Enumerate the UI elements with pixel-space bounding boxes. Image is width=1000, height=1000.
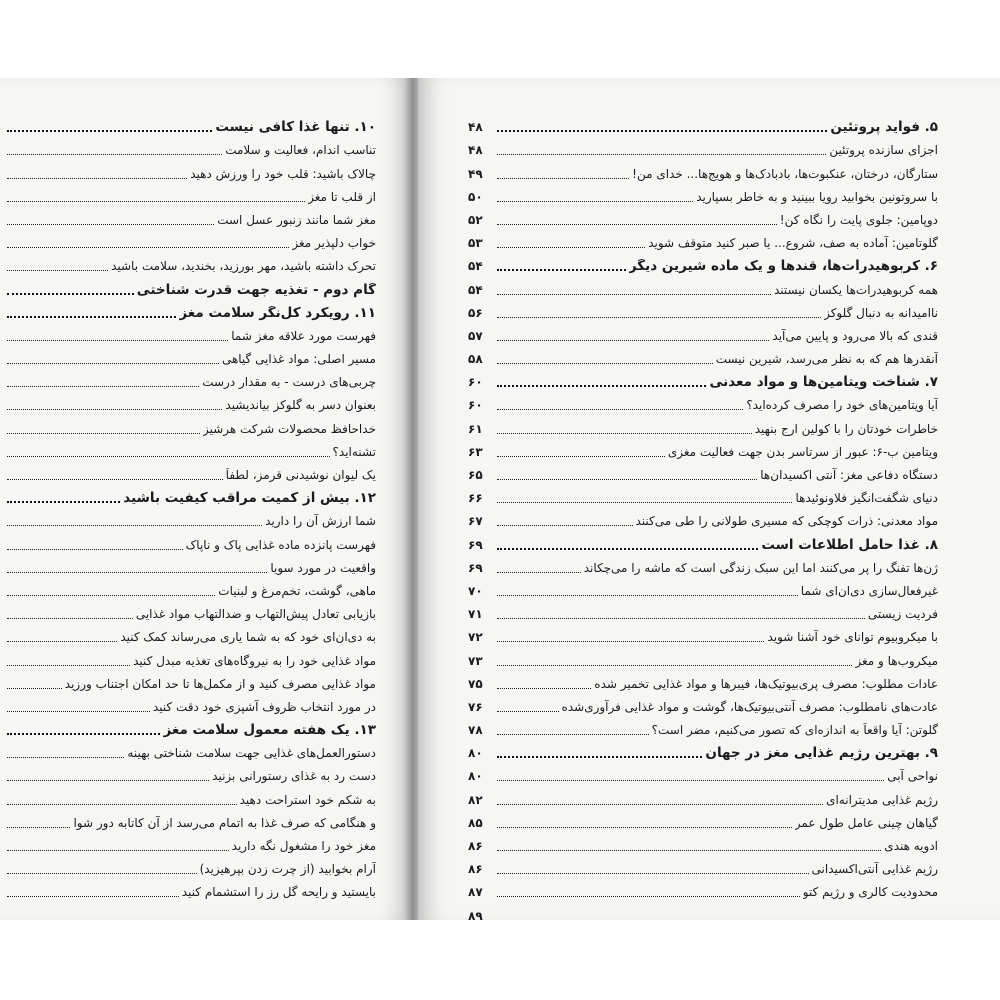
dot-leader [497,409,743,410]
page-number: ۸۷ [468,885,483,900]
dot-leader [7,130,212,132]
dot-leader [497,525,633,526]
dot-leader [7,641,117,642]
page-number: ۷۸ [468,723,483,738]
dot-leader [497,618,865,619]
toc-entry-row [468,831,938,854]
toc-entry-row [468,808,938,831]
entry-title: تناسب اندام، فعالیت و سلامت [225,143,376,158]
entry-title: مسیر اصلی: مواد غذایی گیاهی [221,352,376,367]
toc-entry-row [468,321,938,344]
entry-title: گیاهان چینی عامل طول عمر [794,815,938,830]
toc-entry-row [468,205,938,228]
dot-leader [7,456,330,457]
page-number: ۵۴ [468,282,483,297]
dot-leader [7,688,62,689]
entry-title: آرام بخوابید (از چرت زدن بپرهیزید) [199,862,376,877]
dot-leader [497,896,800,897]
entry-title: به دی‌ان‌ای خود که به شما یاری می‌رساند کمک کنید [120,630,376,645]
toc-chapter-row [4,715,376,738]
toc-entry-row [468,344,938,367]
toc-entry-row [468,135,938,158]
entry-title: خداحافظ محصولات شرکت هرشیز [202,421,376,436]
dot-leader [7,247,289,248]
dot-leader [497,247,645,248]
page-number: ۶۰ [468,398,483,413]
dot-leader [7,733,160,735]
dot-leader [7,665,130,666]
toc-entry-row [4,437,376,460]
toc-chapter-row [4,298,376,321]
chapter-title: گام دوم - تغذیه جهت قدرت شناختی [136,282,376,298]
toc-entry-row [4,669,376,692]
chapter-title: ۵. فواید پروتئین [830,120,938,136]
dot-leader [497,340,769,341]
toc-entry-row [468,460,938,483]
dot-leader [7,804,237,805]
entry-title: ژن‌ها تفنگ را پر می‌کنند اما این سبک زندگی است که ماشه را می‌چکاند [583,560,938,575]
chapter-title: ۹. بهترین رژیم غذایی مغز در جهان [705,746,938,762]
toc-entry-row [4,877,376,900]
toc-entry-row [4,413,376,436]
page-number: ۶۹ [468,537,483,552]
toc-entry-row [468,599,938,622]
toc-entry-row [468,669,938,692]
toc-entry-row [4,135,376,158]
right-toc-list [468,112,938,920]
page-number: ۶۳ [468,444,483,459]
dot-leader [497,804,823,805]
entry-title: مواد غذایی مصرف کنید و از مکمل‌ها تا حد امکان اجتناب ورزید [64,676,376,691]
page-number: ۶۶ [468,491,483,506]
toc-entry-row [4,808,376,831]
toc-entry-row [4,645,376,668]
entry-title: غیرفعال‌سازی دی‌ان‌ای شما [800,583,938,598]
dot-leader [7,201,305,202]
toc-entry-row [468,761,938,784]
toc-entry-row [4,321,376,344]
toc-entry-row [468,576,938,599]
dot-leader [497,873,809,874]
dot-leader [7,595,215,596]
dot-leader [497,479,757,480]
entry-title: از قلب تا مغز [308,189,376,204]
dot-leader [7,827,70,828]
page-number: ۶۱ [468,421,483,436]
right-page [418,78,1000,920]
entry-title: دوپامین: جلوی پایت را نگاه کن! [779,212,938,227]
entry-title: با سروتونین بخوابید رویا ببینید و به خاطر بسپارید [696,189,938,204]
toc-entry-row [468,715,938,738]
entry-title: مغز شما مانند زنبور عسل است [217,212,376,227]
toc-chapter-row [4,274,376,297]
entry-title: گلوتن: آیا واقعاً به اندازه‌ای که تصور می‌کنیم، مضر است؟ [651,723,938,738]
toc-entry-row [4,205,376,228]
left-page [0,78,410,920]
toc-entry-row [468,298,938,321]
toc-entry-row [468,228,938,251]
entry-title: چالاک باشید: قلب خود را ورزش دهید [190,166,376,181]
page-number: ۷۱ [468,607,483,622]
page-number: ۸۰ [468,746,483,761]
entry-title: گلوتامین: آماده به صف، شروع... یا صبر کنید متوقف شوید [648,236,938,251]
chapter-title: ۶. کربوهیدرات‌ها، قندها و یک ماده شیرین دیگر [628,259,938,275]
dot-leader [497,363,713,364]
toc-entry-row [468,645,938,668]
page-number: ۵۲ [468,212,483,227]
entry-title: مواد غذایی خود را به نیروگاه‌های تغذیه مبدل کنید [133,653,376,668]
toc-entry-row [4,831,376,854]
page-number: ۶۷ [468,514,483,529]
dot-leader [7,386,199,387]
page-number: ۸۹ [468,908,483,920]
entry-title: فهرست پانزده ماده غذایی پاک و ناپاک [185,537,376,552]
toc-entry-row [468,900,938,920]
dot-leader [7,757,124,758]
toc-entry-row [4,599,376,622]
toc-chapter-row [468,367,938,390]
entry-title: به شکم خود استراحت دهید [239,792,376,807]
toc-entry-row [4,553,376,576]
page-number: ۷۶ [468,699,483,714]
entry-title: تحرک داشته باشید، مهر بورزید، بخندید، سلامت باشید [111,259,376,274]
dot-leader [7,433,200,434]
dot-leader [497,224,777,225]
toc-entry-row [4,761,376,784]
dot-leader [497,456,665,457]
dot-leader [7,363,219,364]
entry-title: همه کربوهیدرات‌ها یکسان نیستند [773,282,938,297]
entry-title: شما ارزش آن را دارید [265,514,376,529]
dot-leader [7,501,120,503]
chapter-title: ۱۰. تنها غذا کافی نیست [215,120,376,136]
dot-leader [497,433,752,434]
entry-title: چربی‌های درست - به مقدار درست [202,375,376,390]
toc-entry-row [4,622,376,645]
page-number: ۷۰ [468,583,483,598]
page-number: ۶۰ [468,375,483,390]
entry-title: مواد معدنی: ذرات کوچکی که مسیری طولانی را طی می‌کنند [635,514,938,529]
toc-chapter-row [468,112,938,135]
page-number: ۷۳ [468,653,483,668]
entry-title: بازیابی تعادل پیش‌التهاب و ضدالتهاب مواد غذایی [135,607,376,622]
dot-leader [7,618,133,619]
entry-title: دستگاه دفاعی مغز: آنتی اکسیدان‌ها [760,468,938,482]
toc-entry-row [4,182,376,205]
entry-title: و هنگامی که صرف غذا به اتمام می‌رسد از آن کاتابه دور شوا [73,815,376,830]
entry-title: بعنوان دسر به گلوکز بیاندیشید [225,398,376,413]
entry-title: بایستید و رایحه گل رز را استشمام کنید [181,885,376,900]
page-number: ۵۷ [468,328,483,343]
dot-leader [7,479,223,480]
entry-title: واقعیت در مورد سویا [270,560,376,575]
toc-entry-row [468,553,938,576]
toc-entry-row [4,692,376,715]
left-toc-list [4,112,376,900]
open-book [0,78,1000,920]
toc-entry-row [4,529,376,552]
toc-entry-row [4,506,376,529]
dot-leader [7,409,222,410]
dot-leader [7,154,222,155]
dot-leader [497,294,771,295]
dot-leader [7,293,134,295]
toc-entry-row [468,182,938,205]
toc-entry-row [468,877,938,900]
dot-leader [497,827,792,828]
dot-leader [7,873,197,874]
page-number: ۷۲ [468,630,483,645]
toc-entry-row [4,251,376,274]
page-number: ۸۶ [468,839,483,853]
dot-leader [497,641,764,642]
chapter-title: ۱۳. یک هفته معمول سلامت مغز [163,723,376,739]
entry-title: یک لیوان نوشیدنی قرمز، لطفاً [225,468,376,482]
dot-leader [497,201,693,202]
entry-title: دستورالعمل‌های غذایی جهت سلامت شناختی بهینه [127,746,376,761]
entry-title: نواحی آبی [887,769,938,784]
entry-title: فهرست مورد علاقه مغز شما [231,328,376,343]
dot-leader [7,525,262,526]
dot-leader [7,224,214,225]
entry-title: عادت‌های نامطلوب: مصرف آنتی‌بیوتیک‌ها، گوشت و مواد غذایی فرآوری‌شده [561,699,938,714]
entry-title: عادات مطلوب: مصرف پری‌بیوتیک‌ها، فیبرها و مواد غذایی تخمیر شده [594,676,938,691]
dot-leader [7,178,187,179]
toc-entry-row [468,483,938,506]
toc-chapter-row [468,738,938,761]
toc-entry-row [4,228,376,251]
toc-entry-row [468,692,938,715]
dot-leader [497,317,821,318]
toc-chapter-row [468,251,938,274]
dot-leader [497,711,559,712]
page-number: ۷۵ [468,676,483,691]
entry-title: ستارگان، درختان، عنکبوت‌ها، بادبادک‌ها و هویج‌ها... خدای من! [632,166,938,181]
dot-leader [497,130,827,132]
dot-leader [7,270,108,271]
dot-leader [497,756,702,758]
toc-entry-row [468,274,938,297]
dot-leader [7,780,209,781]
entry-title: رژیم غذایی مدیترانه‌ای [826,792,938,807]
entry-title: با میکروبیوم توانای خود آشنا شوید [767,630,938,645]
entry-title: فردیت زیستی [867,607,938,622]
page-number: ۴۸ [468,143,483,158]
dot-leader [7,549,183,550]
entry-title: در مورد انتخاب ظروف آشپزی خود دقت کنید [152,699,376,714]
dot-leader [497,178,629,179]
dot-leader [497,780,884,781]
entry-title: مغز خود را مشغول نگه دارید [231,839,376,853]
entry-title: دست رد به غذای رستورانی بزنید [212,769,376,784]
entry-title: میکروب‌ها و مغز [855,653,938,668]
entry-title: خواب دلپذیر مغز [292,236,376,251]
chapter-title: ۱۱. رویکرد کل‌نگر سلامت مغز [179,305,376,321]
entry-title: قندی که بالا می‌رود و پایین می‌آید [772,328,938,343]
entry-title: خاطرات خودتان را با کولین ارج بنهید [754,421,938,436]
page-number: ۶۵ [468,468,483,482]
toc-entry-row [4,784,376,807]
page-number: ۸۰ [468,769,483,784]
page-number: ۵۴ [468,259,483,274]
toc-chapter-row [4,483,376,506]
page-number: ۵۰ [468,189,483,204]
dot-leader [7,850,229,851]
entry-title: تشنه‌اید؟ [332,444,376,459]
dot-leader [497,548,758,550]
page-number: ۴۹ [468,166,483,181]
chapter-title: ۱۲. بیش از کمیت مراقب کیفیت باشید [123,491,376,507]
page-number: ۸۵ [468,815,483,830]
entry-title: آنقدرها هم که به نظر می‌رسد، شیرین نیست [715,352,938,367]
page-number: ۶۹ [468,560,483,575]
dot-leader [497,850,881,851]
toc-entry-row [468,437,938,460]
toc-entry-row [4,344,376,367]
toc-entry-row [468,413,938,436]
dot-leader [7,896,179,897]
toc-entry-row [468,622,938,645]
dot-leader [497,154,826,155]
toc-entry-row [4,854,376,877]
toc-entry-row [4,460,376,483]
dot-leader [497,734,649,735]
dot-leader [497,572,581,573]
page-number: ۵۶ [468,305,483,320]
entry-title: دنیای شگفت‌انگیز فلاونوئیدها [795,491,938,506]
entry-title: رژیم غذایی آنتی‌اکسیدانی [811,862,938,877]
dot-leader [497,385,706,387]
toc-entry-row [468,506,938,529]
dot-leader [497,502,792,503]
toc-chapter-row [4,112,376,135]
toc-entry-row [468,854,938,877]
entry-title: ویتامین ب-۶: عبور از سرتاسر بدن جهت فعالیت مغزی [667,444,938,459]
entry-title: ناامیدانه به دنبال گلوکز [824,305,938,320]
toc-entry-row [468,158,938,181]
toc-entry-row [4,390,376,413]
page-number: ۸۲ [468,792,483,807]
toc-entry-row [468,784,938,807]
chapter-title: ۷. شناخت ویتامین‌ها و مواد معدنی [709,375,938,391]
toc-entry-row [4,738,376,761]
entry-title: اجزای سازنده پروتئین [829,143,938,158]
page-number: ۵۳ [468,236,483,251]
page-number: ۵۸ [468,352,483,367]
entry-title: ادویه هندی [884,839,938,853]
page-number: ۸۶ [468,862,483,877]
dot-leader [497,269,626,271]
dot-leader [497,688,591,689]
toc-entry-row [4,158,376,181]
entry-title: محدودیت کالری و رژیم کتو [802,885,938,900]
dot-leader [7,572,267,573]
dot-leader [7,340,228,341]
dot-leader [7,316,176,318]
dot-leader [7,711,150,712]
chapter-title: ۸. غذا حامل اطلاعات است [761,537,938,553]
entry-title: آیا ویتامین‌های خود را مصرف کرده‌اید؟ [746,398,938,413]
toc-entry-row [468,390,938,413]
toc-entry-row [4,367,376,390]
entry-title: ماهی، گوشت، تخم‌مرغ و لبنیات [218,583,376,598]
toc-chapter-row [468,529,938,552]
dot-leader [497,595,798,596]
dot-leader [497,665,852,666]
toc-entry-row [4,576,376,599]
page-number: ۴۸ [468,120,483,135]
